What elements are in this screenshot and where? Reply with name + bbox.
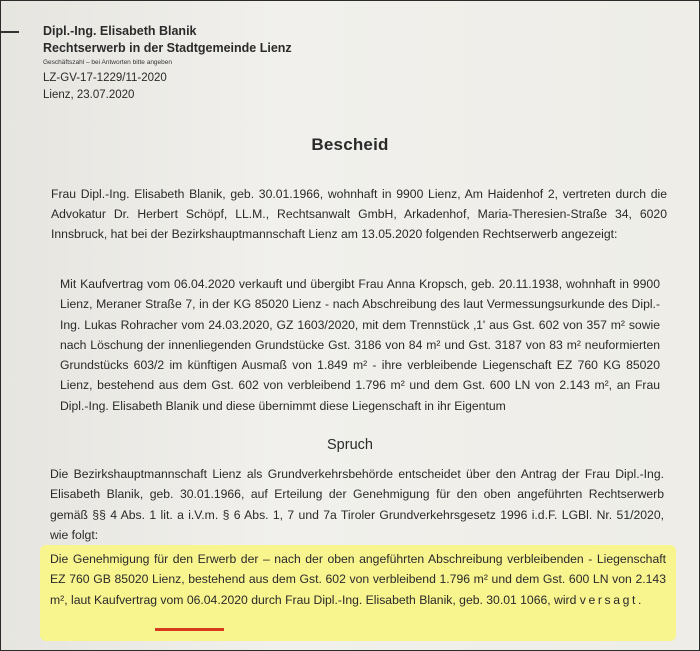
- reference-note: Geschäftszahl – bei Antworten bitte angeben: [43, 59, 173, 66]
- decision-text: Die Genehmigung für den Erwerb der – nach der oben angeführten Abschreibung verbleibenden - Liegenschaft EZ 760 GB 85020 Lienz, bestehend aus dem Gst. 602 von verbleibend 1.796 m² und dem Gst. 600 LN von 2.143 m², laut Kaufvertrag vom 06.04.2020 durch Frau Dipl.-Ing. Elisabeth Blanik, geb. 30.01 1066, wird: [50, 552, 666, 607]
- decision-paragraph: [50, 549, 666, 611]
- subject-line: Rechtserwerb in der Stadtgemeinde Lienz: [43, 41, 292, 55]
- official-name: Dipl.-Ing. Elisabeth Blanik: [43, 24, 197, 38]
- reference-number: LZ-GV-17-1229/11-2020: [43, 72, 167, 84]
- document-date: Lienz, 23.07.2020: [43, 89, 135, 101]
- spruch-heading: Spruch: [327, 437, 373, 453]
- decision-end: .: [637, 592, 642, 607]
- spruch-paragraph: Die Bezirkshauptmannschaft Lienz als Grundverkehrsbehörde entscheidet über den Antrag der Frau Dipl.-Ing. Elisabeth Blanik, geb. 30.01.1966, auf Erteilung der Genehmigung für den oben angeführten Rechtserwerb gemäß §§ 4 Abs. 1 lit. a i.V.m. § 6 Abs. 1, 7 und 7a Tiroler Grundverkehrsgesetz 1996 i.d.F. LGBl. Nr. 51/2020, wie folgt:: [50, 467, 664, 542]
- intro-paragraph: Frau Dipl.-Ing. Elisabeth Blanik, geb. 30.01.1966, wohnhaft in 9900 Lienz, Am Haidenhof 2, vertreten durch die Advokatur Dr. Herbert Schöpf, LL.M., Rechtsanwalt GmbH, Arkadenhof, Maria-Theresien-Straße 34, 6020 Innsbruck, hat bei der Bezirkshauptmannschaft Lienz am 13.05.2020 folgenden Rechtserwerb angezeigt:: [51, 187, 667, 241]
- contract-paragraph: Mit Kaufvertrag vom 06.04.2020 verkauft und übergibt Frau Anna Kropsch, geb. 20.11.1938, wohnhaft in 9900 Lienz, Meraner Straße 7, in der KG 85020 Lienz - nach Abschreibung des laut Vermessungsurkunde des Dipl.-Ing. Lukas Rohracher vom 24.03.2020, GZ 1603/2020, mit dem Trennstück ‚1' aus Gst. 602 von 357 m² sowie nach Löschung der innenliegenden Grundstücke Gst. 3186 von 84 m² und Gst. 3187 von 83 m² neuformierten Grundstücks 603/2 im künftigen Ausmaß von 1.849 m² - ihre verbleibende Liegenschaft EZ 760 KG 85020 Lienz, bestehend aus dem Gst. 602 von verbleibend 1.796 m² und dem Gst. 600 LN von 2.143 m², an Frau Dipl.-Ing. Elisabeth Blanik und diese übernimmt diese Liegenschaft in ihr Eigentum: [60, 277, 660, 413]
- verdict-underline: [155, 628, 224, 631]
- document-title: Bescheid: [311, 135, 389, 154]
- decision-verdict: versagt: [579, 592, 638, 607]
- letterhead: [43, 23, 403, 103]
- fold-mark: [1, 31, 19, 33]
